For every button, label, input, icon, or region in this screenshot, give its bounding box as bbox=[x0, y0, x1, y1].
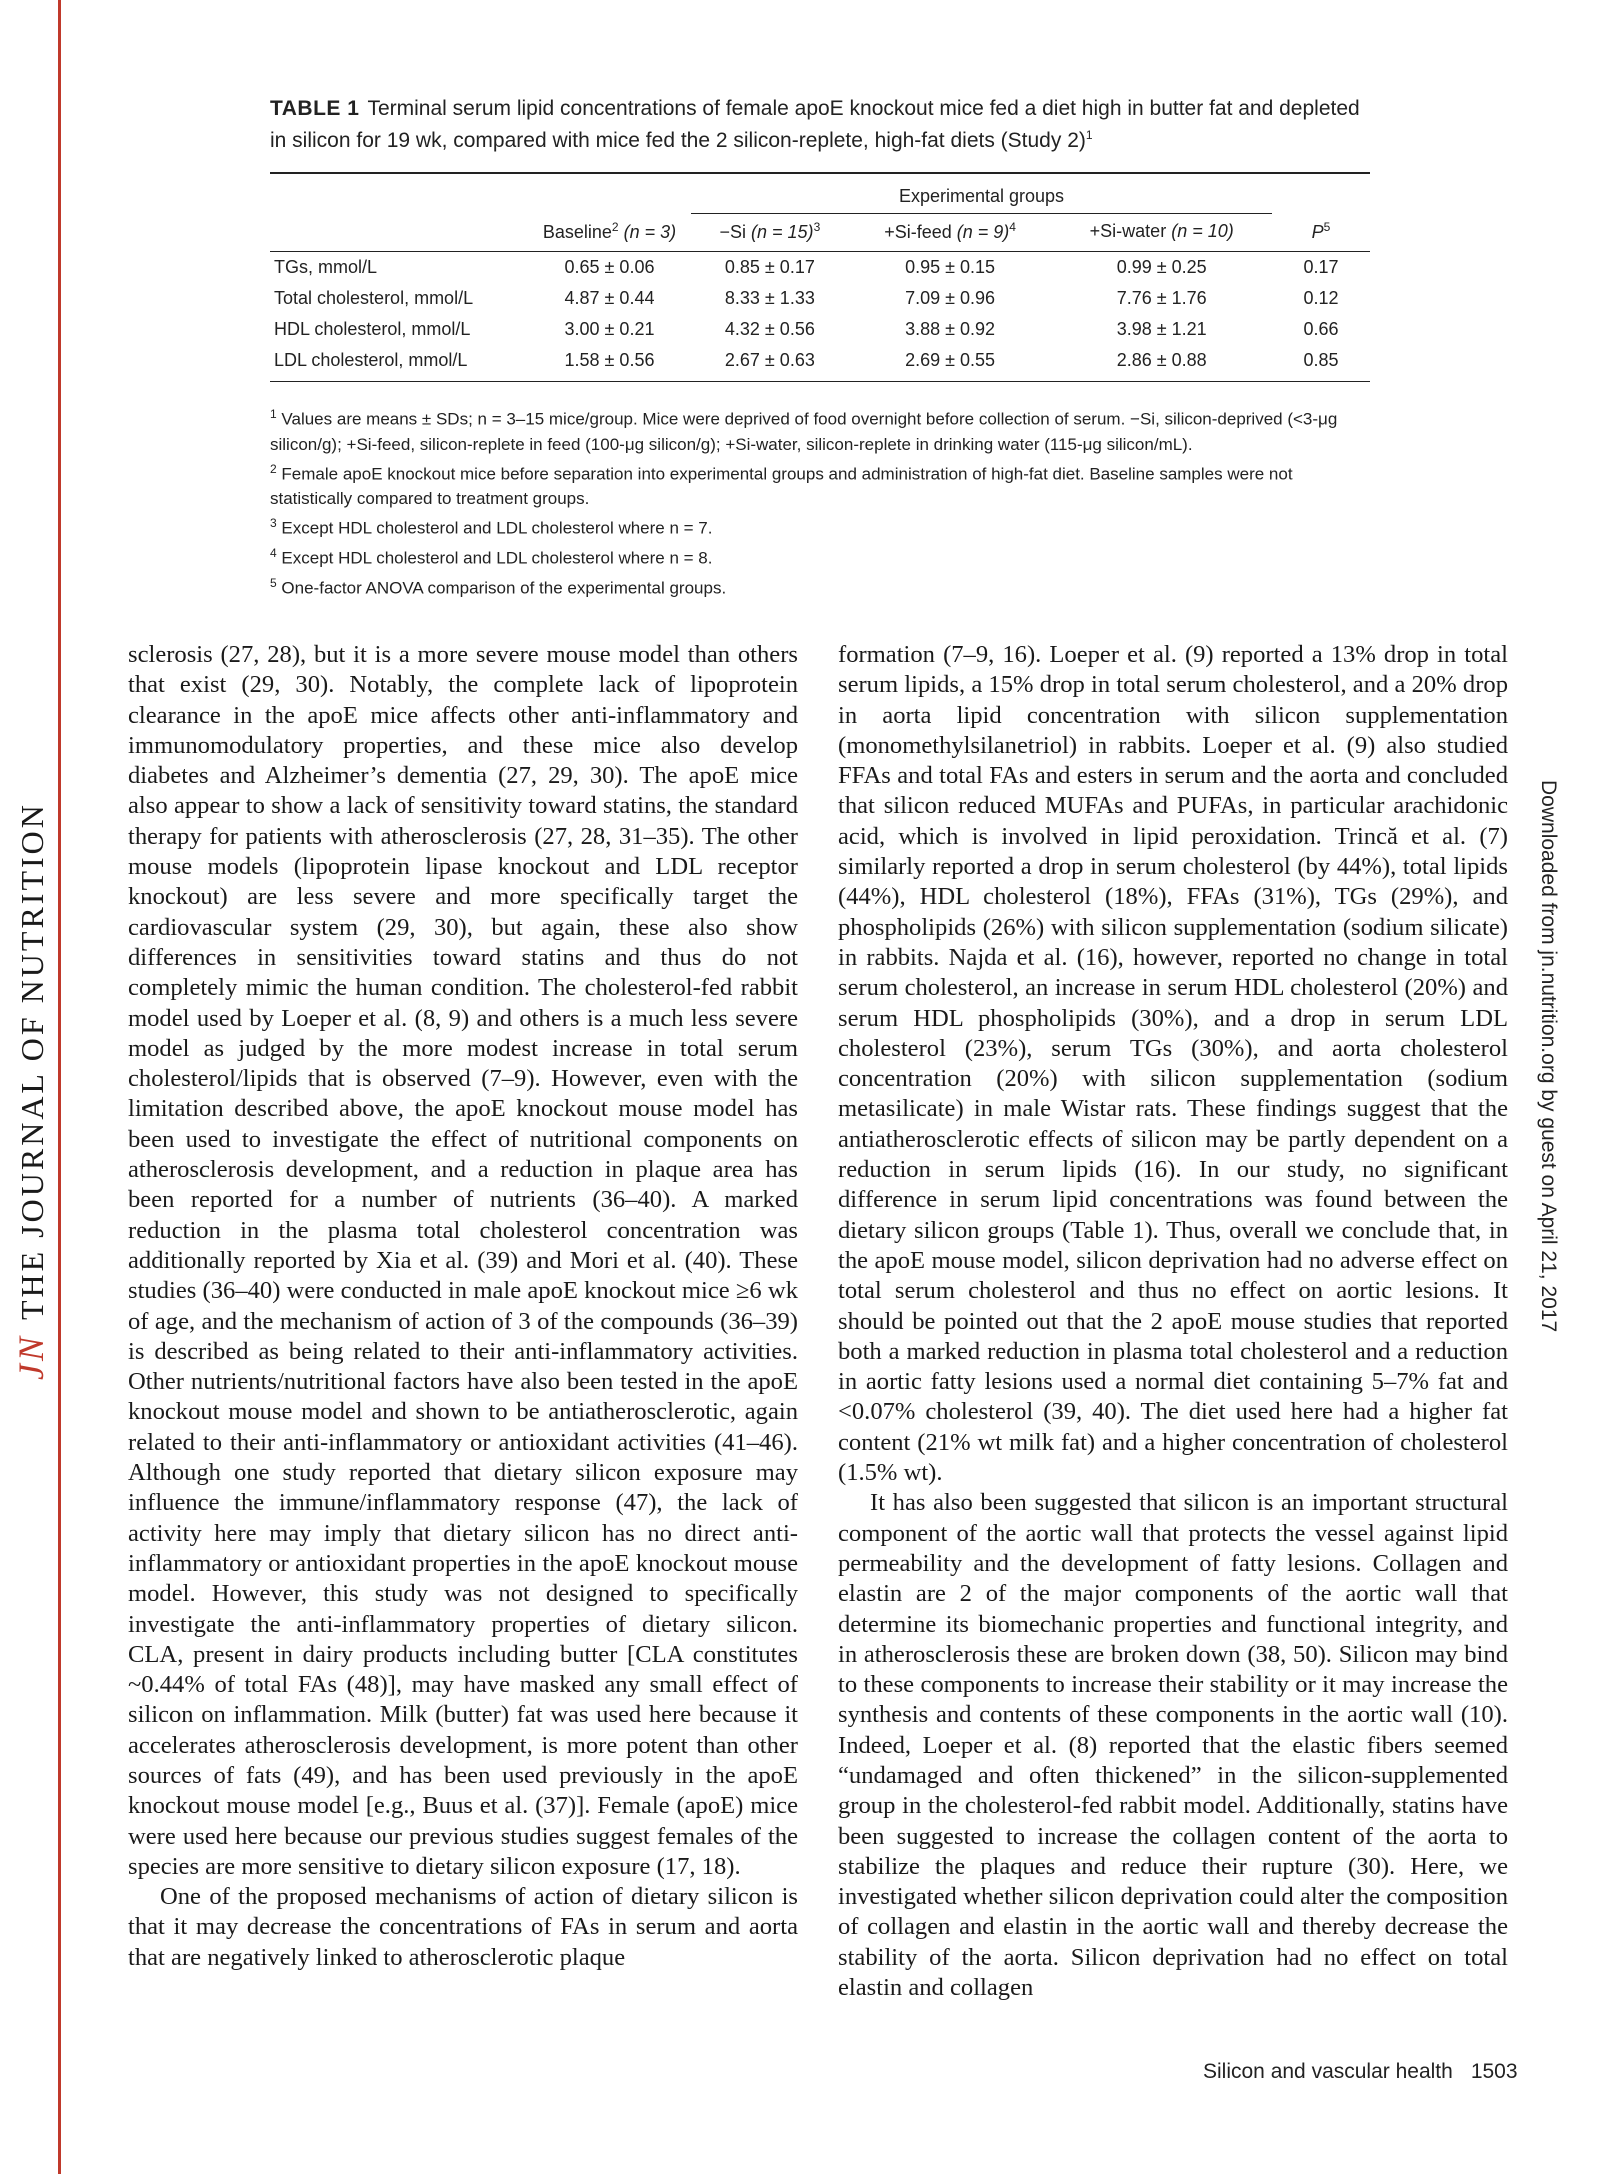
experimental-groups-header: Experimental groups bbox=[691, 173, 1272, 214]
paragraph: formation (7–9, 16). Loeper et al. (9) reported a 13% drop in total serum lipids, a 15% drop in total serum cholesterol, and a 20% drop in aorta lipid concentration with silicon supplementation (monomethylsilanetriol) in rabbits. Loeper et al. (9) also studied FFAs and total FAs and esters in serum and the aorta and concluded that silicon reduced MUFAs and PUFAs, in particular arachidonic acid, which is involved in lipid peroxidation. Trincă et al. (7) similarly reported a drop in serum cholesterol (by 44%), total lipids (44%), HDL cholesterol (18%), FFAs (31%), TGs (29%), and phospholipids (26%) with silicon supplementation (sodium silicate) in rabbits. Najda et al. (16), however, reported no change in total serum cholesterol, an increase in serum HDL cholesterol (20%) and serum HDL phospholipids (30%), and a drop in serum LDL cholesterol (23%), serum TGs (30%), and aorta cholesterol concentration (20%) with silicon supplementation (sodium metasilicate) in male Wistar rats. These findings suggest that the antiatherosclerotic effects of silicon may be partly dependent on a reduction in serum lipids (16). In our study, no significant difference in serum lipid concentrations was found between the dietary silicon groups (Table 1). Thus, overall we conclude that, in the apoE mouse model, silicon deprivation had no adverse effect on total serum cholesterol and thus no effect on aortic lesions. It should be pointed out that the 2 apoE mouse studies that reported both a marked reduction in plasma total cholesterol and a reduction in aortic fatty lesions used a normal diet containing 5–7% fat and <0.07% cholesterol (39, 40). The diet used here had a higher fat content (21% wt milk fat) and a higher concentration of cholesterol (1.5% wt). bbox=[838, 641, 1508, 1487]
body-column-left bbox=[128, 640, 798, 1973]
journal-logo-jn: JN bbox=[11, 1334, 51, 1380]
table-label: TABLE 1 bbox=[270, 97, 360, 120]
paragraph: One of the proposed mechanisms of action of dietary silicon is that it may decrease the concentrations of FAs in serum and aorta that are negatively linked to atherosclerotic plaque bbox=[128, 1883, 798, 1971]
footer-title: Silicon and vascular health bbox=[1203, 2060, 1453, 2083]
download-note: Downloaded from jn.nutrition.org by guest on April 21, 2017 bbox=[1537, 780, 1560, 1333]
table-1 bbox=[270, 95, 1370, 600]
footnote: $^4$ Except HDL cholesterol and LDL cholesterol where n = 8. bbox=[270, 545, 713, 568]
col-si-water: +Si-water (n = 10) bbox=[1051, 214, 1272, 252]
margin-rule bbox=[58, 0, 61, 2174]
col-p-value: $P^5$ bbox=[1272, 214, 1370, 252]
table-caption bbox=[270, 95, 1370, 154]
col-baseline: Baseline$^2$ (n = 3) bbox=[528, 214, 691, 252]
footnote: $^3$ Except HDL cholesterol and LDL cholesterol where n = 7. bbox=[270, 516, 713, 538]
table-row: Total cholesterol, mmol/L 4.87 ± 0.44 8.33 ± 1.33 7.09 ± 0.96 7.76 ± 1.76 0.12 bbox=[274, 288, 1339, 308]
table-row: TGs, mmol/L 0.65 ± 0.06 0.85 ± 0.17 0.95 ± 0.15 0.99 ± 0.25 0.17 bbox=[274, 257, 1339, 277]
table-row: LDL cholesterol, mmol/L 1.58 ± 0.56 2.67 ± 0.63 2.69 ± 0.55 2.86 ± 0.88 0.85 bbox=[270, 345, 1370, 382]
paragraph: sclerosis (27, 28), but it is a more severe mouse model than others that exist (29, 30). Notably, the complete lack of lipoprotein clearance in the apoE mice affects other anti-inflammatory and immunomodulatory properties, and these mice also develop diabetes and Alzheimer’s dementia (27, 29, 30). The apoE mice also appear to show a lack of sensitivity toward statins, the standard therapy for patients with atherosclerosis (27, 28, 31–35). The other mouse models (lipoprotein lipase knockout and LDL receptor knockout) are less severe and more specifically target the cardiovascular system (29, 30), but again, these also show differences in sensitivities toward statins and thus do not completely mimic the human condition. The cholesterol-fed rabbit model used by Loeper et al. (8, 9) and others is a much less severe model as judged by the more modest increase in total serum cholesterol/lipids that is observed (7–9). However, even with the limitation described above, the apoE knockout mouse model has been used to investigate the effect of nutritional components on atherosclerosis development, and a reduction in plaque area has been reported for a number of nutrients (36–40). A marked reduction in the plasma total cholesterol concentration was additionally reported by Xia et al. (39) and Mori et al. (40). These studies (36–40) were conducted in male apoE knockout mice ≥6 wk of age, and the mechanism of action of 3 of the compounds (36–39) is described as being related to their anti-inflammatory activities. Other nutrients/nutritional factors have also been tested in the apoE knockout mouse model and shown to be antiatherosclerotic, again related to their anti-inflammatory or antioxidant activities (41–46). Although one study reported that dietary silicon exposure may influence the immune/inflammatory response (47), the lack of activity here may imply that dietary silicon has no direct anti-inflammatory or antioxidant properties in the apoE knockout mouse model. However, this study was not designed to specifically investigate the anti-inflammatory properties of dietary silicon. CLA, present in dairy products including butter [CLA constitutes ~0.44% of total FAs (48)], may have masked any small effect of silicon on inflammation. Milk (butter) fat was used here because it accelerates atherosclerosis development, is more potent than other sources of fats (49), and has been used previously in the apoE knockout mouse model [e.g., Buus et al. (37)]. Female (apoE) mice were used here because our previous studies suggest females of the species are more sensitive to dietary silicon exposure (17, 18). bbox=[128, 641, 798, 1880]
footnote: $^5$ One-factor ANOVA comparison of the experimental groups. bbox=[270, 575, 727, 598]
page-footer bbox=[1185, 2060, 1518, 2084]
body-column-right bbox=[838, 640, 1508, 2003]
table-caption-sup: 1 bbox=[1085, 128, 1093, 142]
journal-running-title bbox=[10, 802, 52, 1380]
table-row: HDL cholesterol, mmol/L 3.00 ± 0.21 4.32 ± 0.56 3.88 ± 0.92 3.98 ± 1.21 0.66 bbox=[274, 319, 1339, 339]
col-minus-si: −Si (n = 15)$^3$ bbox=[691, 214, 849, 252]
lipid-table bbox=[270, 172, 1370, 382]
footnote: $^1$ Values are means ± SDs; n = 3–15 mice/group. Mice were deprived of food overnight before collection of serum. −Si, silicon-deprived (<3-μg silicon/g); +Si-feed, silicon-replete in feed (100-μg silicon/g); +Si-water, silicon-replete in drinking water (115-μg silicon/mL). bbox=[270, 407, 1338, 454]
page-number: 1503 bbox=[1470, 2060, 1518, 2083]
footnote: $^2$ Female apoE knockout mice before separation into experimental groups and administration of high-fat diet. Baseline samples were not statistically compared to treatment groups. bbox=[270, 461, 1293, 509]
paragraph: It has also been suggested that silicon is an important structural component of the aortic wall that protects the vessel against lipid permeability and the development of fatty lesions. Collagen and elastin are 2 of the major components of the aortic wall that determine its biomechanic properties and functional integrity, and in atherosclerosis these are broken down (38, 50). Silicon may bind to these components to increase their stability or it may increase the synthesis and contents of these components in the aortic wall (10). Indeed, Loeper et al. (8) reported that the elastic fibers seemed “undamaged and often thickened” in the silicon-supplemented group in the cholesterol-fed rabbit model. Additionally, statins have been suggested to increase the collagen content of the aorta to stabilize the plaques and reduce their rupture (30). Here, we investigated whether silicon deprivation could alter the composition of collagen and elastin in the aortic wall and thereby decrease the stability of the aorta. Silicon deprivation had no effect on total elastin and collagen bbox=[838, 1489, 1508, 2002]
journal-name: THE JOURNAL OF NUTRITION bbox=[14, 802, 50, 1320]
col-si-feed: +Si-feed (n = 9)$^4$ bbox=[849, 214, 1052, 252]
table-caption-text: Terminal serum lipid concentrations of female apoE knockout mice fed a diet high in butter fat and depleted in silicon for 19 wk, compared with mice fed the 2 silicon-replete, high-fat diets (Study 2) bbox=[270, 97, 1360, 152]
table-footnotes bbox=[270, 402, 1370, 600]
